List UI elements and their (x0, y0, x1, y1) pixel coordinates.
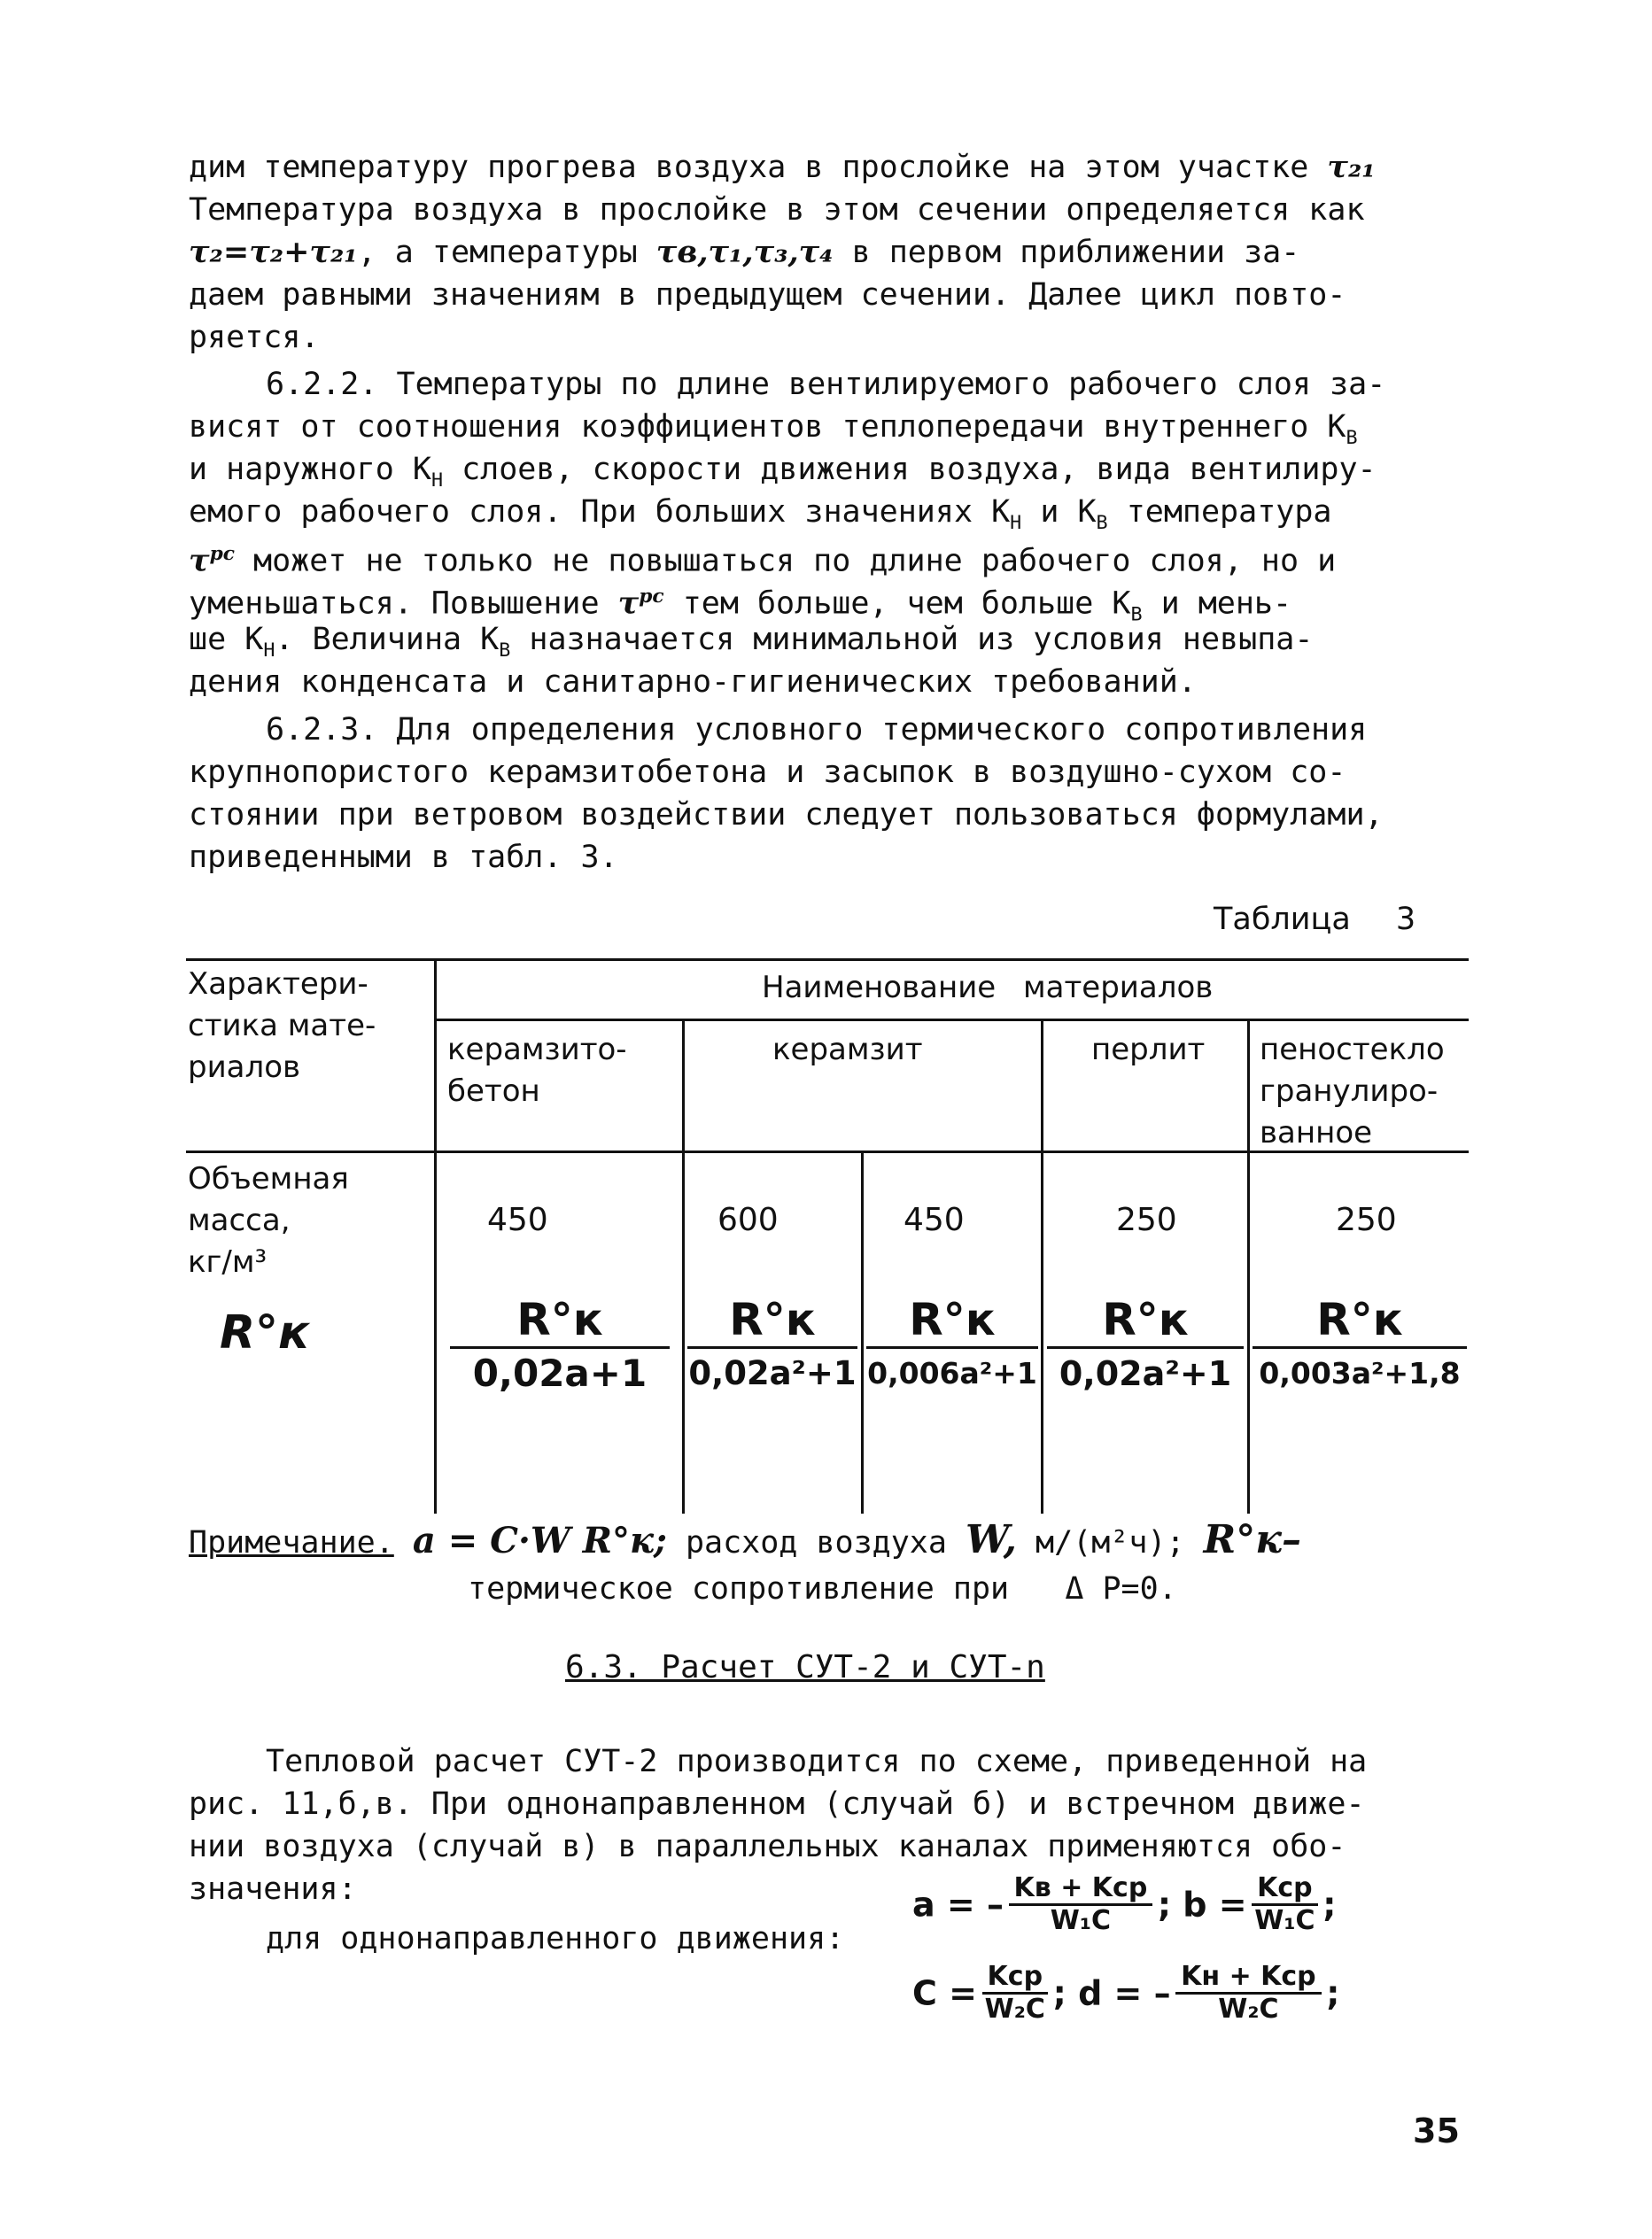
text-line: и наружного $К_Н$ слоев, скорости движения воздуха, вида вентилиру- (189, 452, 1377, 492)
material-keramzitobeton: керамзито- бетон (447, 1032, 627, 1109)
text-line: 6.2.2. Температуры по длине вентилируемого рабочего слоя за- (266, 367, 1386, 402)
text-line: значения: (189, 1871, 357, 1907)
tau-pc-symbol: τ (189, 542, 210, 579)
text-line: дения конденсата и санитарно-гигиенических требований. (189, 664, 1197, 700)
tau-list: τв,τ₁,τ₃,τ₄ (655, 234, 834, 270)
page-number: 35 (1413, 2111, 1460, 2150)
note-line-1: Примечание. a = C·W R°к; расход воздуха W, м/(м²ч); R°к– (189, 1517, 1301, 1562)
resistance-formula: R°к 0,02a²+1 (1047, 1295, 1244, 1397)
materials-table (186, 958, 1469, 1514)
material-perlit: перлит (1091, 1032, 1206, 1067)
text-line: для однонаправленного движения: (266, 1921, 845, 1956)
text-line: приведенными в табл. 3. (189, 840, 618, 875)
density-value: 450 (904, 1202, 965, 1238)
header-materials: Наименование материалов (762, 970, 1214, 1005)
text-line: дим температуру прогрева воздуха в прослойке на этом участке τ₂₁ (189, 149, 1376, 185)
density-value: 450 (487, 1202, 548, 1238)
text-line: нии воздуха (случай в) в параллельных каналах применяются обо- (189, 1829, 1346, 1864)
text-line: стоянии при ветровом воздействии следует пользоваться формулами, (189, 797, 1384, 833)
equation-a-b: a = – $\frac{\text{Kв + Kср}}{\text{W₁C}}$ ; b = $\frac{\text{Kср}}{\text{W₁C}}$ ; (912, 1872, 1337, 1936)
resistance-formula: R°к 0,003a²+1,8 (1253, 1295, 1467, 1397)
density-value: 250 (1336, 1202, 1397, 1238)
section-heading: 6.3. Расчет СУТ-2 и СУТ-n (565, 1649, 1045, 1685)
text-line: ше $К_Н$. Величина $К_В$ назначается минимальной из условия невыпа- (189, 622, 1314, 662)
row-label-resistance: R°к (220, 1306, 310, 1360)
text-line: крупнопористого керамзитобетона и засыпок в воздушно-сухом со- (189, 755, 1346, 790)
resistance-formula: R°к 0,006a²+1 (867, 1294, 1037, 1391)
text-line: Тепловой расчет СУТ-2 производится по схеме, приведенной на (266, 1744, 1368, 1779)
tau2-formula: τ₂=τ₂+τ₂₁ (189, 234, 358, 270)
note-line-2: термическое сопротивление при Δ P=0. (468, 1571, 1177, 1607)
tau21-symbol: τ₂₁ (1327, 149, 1376, 185)
row-label-density: Объемная масса, кг/м³ (188, 1161, 349, 1280)
text-line: емого рабочего слоя. При больших значениях $К_Н$ и $К_В$ температура (189, 494, 1332, 534)
text-line: уменьшаться. Повышение $\tau^{рс}$ тем больше, чем больше $К_В$ и мень- (189, 585, 1292, 626)
table-caption: Таблица 3 (1214, 902, 1416, 937)
header-characteristic: Характери- стика мате- риалов (188, 966, 376, 1085)
material-keramzit: керамзит (772, 1032, 923, 1067)
note-label: Примечание. (189, 1525, 394, 1561)
text-line: $\tau^{рс}$ может не только не повышаться по длине рабочего слоя, но и (189, 542, 1337, 579)
text-line: даем равными значениям в предыдущем сечении. Далее цикл повто- (189, 277, 1346, 313)
material-penosteklo: пеностекло гранулиро- ванное (1260, 1032, 1445, 1150)
text-line: висят от соотношения коэффициентов теплопередачи внутреннего $К_В$ (189, 409, 1358, 449)
text-line: 6.2.3. Для определения условного термического сопротивления (266, 712, 1368, 748)
equation-c-d: C = $\frac{\text{Kср}}{\text{W₂C}}$ ; d = – $\frac{\text{Kн + Kср}}{\text{W₂C}}$ ; (912, 1961, 1340, 2025)
text-line: τ₂=τ₂+τ₂₁, а температуры τв,τ₁,τ₃,τ₄ в первом приближении за- (189, 234, 1300, 270)
resistance-formula: R°к 0,02a²+1 (688, 1294, 857, 1392)
density-value: 250 (1116, 1202, 1177, 1238)
resistance-formula: R°к 0,02a+1 (450, 1295, 670, 1397)
text-line: ряется. (189, 320, 320, 355)
text-line: Температура воздуха в прослойке в этом сечении определяется как (189, 192, 1365, 228)
density-value: 600 (717, 1202, 779, 1238)
text-line: рис. 11,б,в. При однонаправленном (случай б) и встречном движе- (189, 1786, 1365, 1822)
